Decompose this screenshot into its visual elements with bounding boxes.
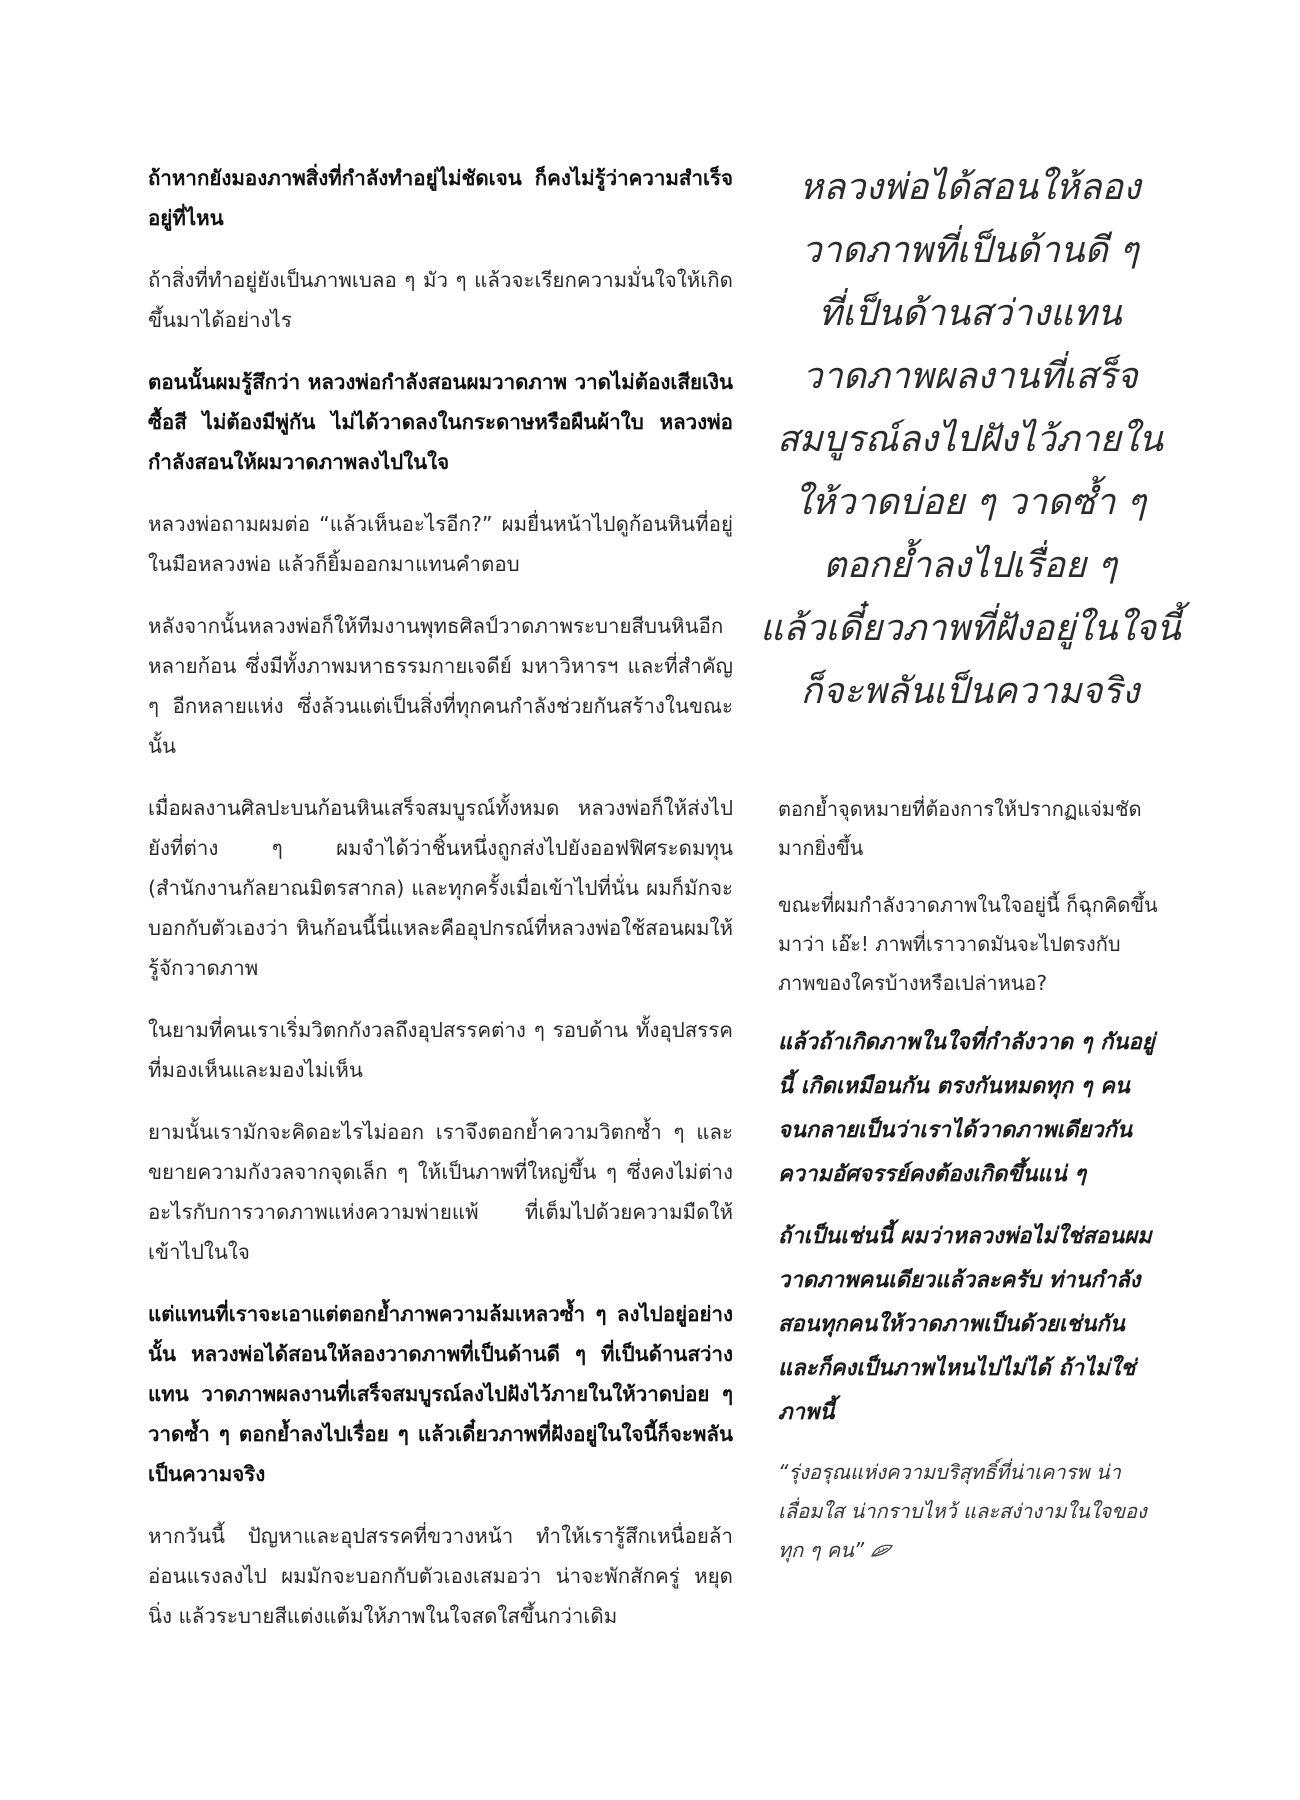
paragraph-9: แต่แทนที่เราจะเอาแต่ตอกย้ำภาพความล้มเหลวซ้ำ ๆ ลงไปอยู่อย่างนั้น หลวงพ่อได้สอนให้ลองวาดภาพที่เป็นด้านดี ๆ ที่เป็นด้านสว่างแทน วาดภาพผลงานที่เสร็จสมบูรณ์ลงไปฝังไว้ภายในให้วาดบ่อย ๆ วาดซ้ำ ๆ ตอกย้ำลงไปเรื่อย ๆ แล้วเดี๋ยวภาพที่ฝังอยู่ในใจนี้ก็จะพลันเป็นความจริง [148, 1302, 733, 1486]
paragraph-6: เมื่อผลงานศิลปะบนก้อนหินเสร็จสมบูรณ์ทั้งหมด หลวงพ่อก็ให้ส่งไปยังที่ต่าง ๆ ผมจำได้ว่าชิ้นหนึ่งถูกส่งไปยังออฟฟิศระดมทุน (สำนักงานกัลยาณมิตรสากล) และทุกครั้งเมื่อเข้าไปที่นั่น ผมก็มักจะบอกกับตัวเองว่า หินก้อนนี้นี่แหละคืออุปกรณ์ที่หลวงพ่อใช้สอนผมให้รู้จักวาดภาพ [148, 796, 733, 980]
right-paragraph-1: ตอกย้ำจุดหมายที่ต้องการให้ปรากฏแจ่มชัดมากยิ่งขึ้น [778, 797, 1142, 860]
paragraph-2: ถ้าสิ่งที่ทำอยู่ยังเป็นภาพเบลอ ๆ มัว ๆ แล้วจะเรียกความมั่นใจให้เกิดขึ้นมาได้อย่างไร [148, 268, 733, 332]
right-paragraph-3: แล้วถ้าเกิดภาพในใจที่กำลังวาด ๆ กันอยู่นี้ เกิดเหมือนกัน ตรงกันหมดทุก ๆ คน จนกลายเป็นว่าเราได้วาดภาพเดียวกัน ความอัศจรรย์คงต้องเกิดขึ้นแน่ ๆ [778, 1030, 1155, 1187]
paragraph-8: ยามนั้นเรามักจะคิดอะไรไม่ออก เราจึงตอกย้ำความวิตกซ้ำ ๆ และขยายความกังวลจากจุดเล็ก ๆ ให้เป็นภาพที่ใหญ่ขึ้น ๆ ซึ่งคงไม่ต่างอะไรกับการวาดภาพแห่งความพ่ายแพ้ ที่เต็มไปด้วยความมืดให้เข้าไปในใจ [148, 1120, 733, 1264]
pull-quote-line: หลวงพ่อได้สอนให้ลอง [799, 167, 1141, 208]
right-paragraph-4: ถ้าเป็นเช่นนี้ ผมว่าหลวงพ่อไม่ใช่สอนผมวาดภาพคนเดียวแล้วละครับ ท่านกำลังสอนทุกคนให้วาดภาพเป็นด้วยเช่นกัน และก็คงเป็นภาพไหนไปไม่ได้ ถ้าไม่ใช่ภาพนี้ [778, 1224, 1152, 1425]
paragraph-7: ในยามที่คนเราเริ่มวิตกกังวลถึงอุปสรรคต่าง ๆ รอบด้าน ทั้งอุปสรรคที่มองเห็นและมองไม่เห็น [148, 1018, 733, 1082]
pull-quote-line: ก็จะพลันเป็นความจริง [800, 671, 1140, 712]
paragraph-3: ตอนนั้นผมรู้สึกว่า หลวงพ่อกำลังสอนผมวาดภาพ วาดไม่ต้องเสียเงินซื้อสี ไม่ต้องมีพู่กัน ไม่ได้วาดลงในกระดาษหรือผืนผ้าใบ หลวงพ่อกำลังสอนให้ผมวาดภาพลงไปในใจ [148, 370, 733, 474]
pull-quote-line: สมบูรณ์ลงไปฝังไว้ภายใน [776, 419, 1164, 460]
paragraph-10: หากวันนี้ ปัญหาและอุปสรรคที่ขวางหน้า ทำให้เรารู้สึกเหนื่อยล้าอ่อนแรงลงไป ผมมักจะบอกกับตัวเองเสมอว่า น่าจะพักสักครู่ หยุดนิ่ง แล้วระบายสีแต่งแต้มให้ภาพในใจสดใสขึ้นกว่าเดิม [148, 1524, 733, 1628]
right-column [778, 790, 1158, 1589]
paragraph-1: ถ้าหากยังมองภาพสิ่งที่กำลังทำอยู่ไม่ชัดเจน ก็คงไม่รู้ว่าความสำเร็จอยู่ที่ไหน [148, 166, 733, 230]
pull-quote [760, 156, 1180, 723]
paragraph-4: หลวงพ่อถามผมต่อ “แล้วเห็นอะไรอีก?” ผมยื่นหน้าไปดูก้อนหินที่อยู่ในมือหลวงพ่อ แล้วก็ยิ้มออกมาแทนคำตอบ [148, 512, 733, 576]
left-column [148, 158, 733, 1658]
pull-quote-line: ให้วาดบ่อย ๆ วาดซ้ำ ๆ [793, 482, 1147, 523]
leaf-icon [870, 1532, 894, 1571]
pull-quote-line: วาดภาพผลงานที่เสร็จ [802, 356, 1138, 397]
paragraph-5: หลังจากนั้นหลวงพ่อก็ให้ทีมงานพุทธศิลป์วาดภาพระบายสีบนหินอีกหลายก้อน ซึ่งมีทั้งภาพมหาธรรมกายเจดีย์ มหาวิหารฯ และที่สำคัญ ๆ อีกหลายแห่ง ซึ่งล้วนแต่เป็นสิ่งที่ทุกคนกำลังช่วยกันสร้างในขณะนั้น [148, 614, 733, 758]
pull-quote-line: ที่เป็นด้านสว่างแทน [818, 293, 1122, 334]
pull-quote-line: วาดภาพที่เป็นด้านดี ๆ [801, 230, 1139, 271]
closing-quote-text: “รุ่งอรุณแห่งความบริสุทธิ์ที่น่าเคารพ น่าเลื่อมใส น่ากราบไหว้ และสง่างามในใจของทุก ๆ คน” [778, 1460, 1147, 1562]
right-paragraph-2: ขณะที่ผมกำลังวาดภาพในใจอยู่นี้ ก็ฉุกคิดขึ้นมาว่า เอ๊ะ! ภาพที่เราวาดมันจะไปตรงกับภาพของใครบ้างหรือเปล่าหนอ? [778, 893, 1158, 995]
pull-quote-line: แล้วเดี๋ยวภาพที่ฝังอยู่ในใจนี้ [760, 608, 1181, 649]
pull-quote-line: ตอกย้ำลงไปเรื่อย ๆ [823, 545, 1117, 586]
closing-quote [778, 1453, 1158, 1571]
